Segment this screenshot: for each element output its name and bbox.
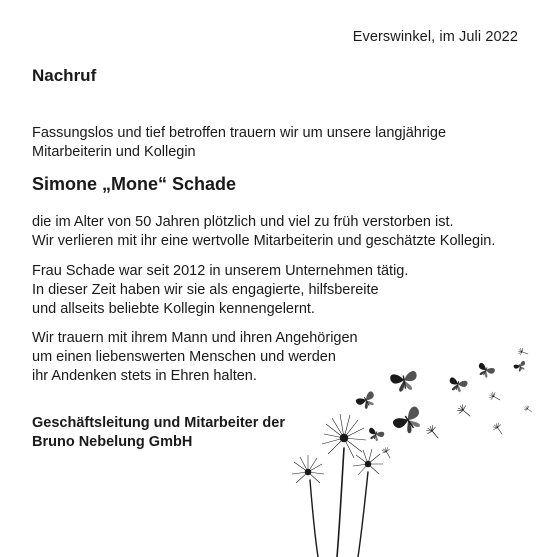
butterfly-icon [390,370,419,393]
intro-paragraph [32,124,446,162]
dandelion-small-left [292,455,324,483]
butterfly-icon [513,360,527,373]
paragraph-3-line: um einen liebenswerten Menschen und werden [32,349,336,365]
flying-seeds [381,347,534,460]
notice-heading: Nachruf [32,66,97,85]
signature-line: Bruno Nebelung GmbH [32,434,193,450]
paragraph-2-line: und allseits beliebte Kollegin kennengelernt. [32,301,315,317]
paragraph-2 [32,262,408,319]
place-date: Everswinkel, im Juli 2022 [352,29,518,45]
paragraph-2-line: In dieser Zeit haben wir sie als engagierte, hilfsbereite [32,282,379,298]
dandelion-heads [292,414,383,483]
dandelion-small-right [353,449,383,475]
butterfly-icon [392,405,427,438]
signature [32,414,285,452]
dandelion-stems [310,448,368,557]
paragraph-1-line: Wir verlieren mit ihr eine wertvolle Mitarbeiterin und geschätzte Kollegin. [32,233,496,249]
paragraph-1-line: die im Alter von 50 Jahren plötzlich und viel zu früh verstorben ist. [32,214,454,230]
intro-line: Mitarbeiterin und Kollegin [32,144,196,160]
butterfly-icon [355,391,378,412]
deceased-name: Simone „Mone“ Schade [32,174,237,194]
paragraph-2-line: Frau Schade war seit 2012 in unserem Unternehmen tätig. [32,263,409,279]
butterfly-icon [447,377,468,394]
intro-line: Fassungslos und tief betroffen trauern wir um unsere langjährige [32,125,447,141]
butterfly-icon [366,427,384,443]
paragraph-3-line: Wir trauern mit ihrem Mann und ihren Angehörigen [32,330,358,346]
paragraph-1 [32,213,495,251]
paragraph-3-line: ihr Andenken stets in Ehren halten. [32,368,257,384]
signature-line: Geschäftsleitung und Mitarbeiter der [32,415,285,431]
butterfly-icon [475,362,495,380]
butterfly-icons [355,360,528,442]
dandelion-butterflies-illustration [270,330,550,557]
